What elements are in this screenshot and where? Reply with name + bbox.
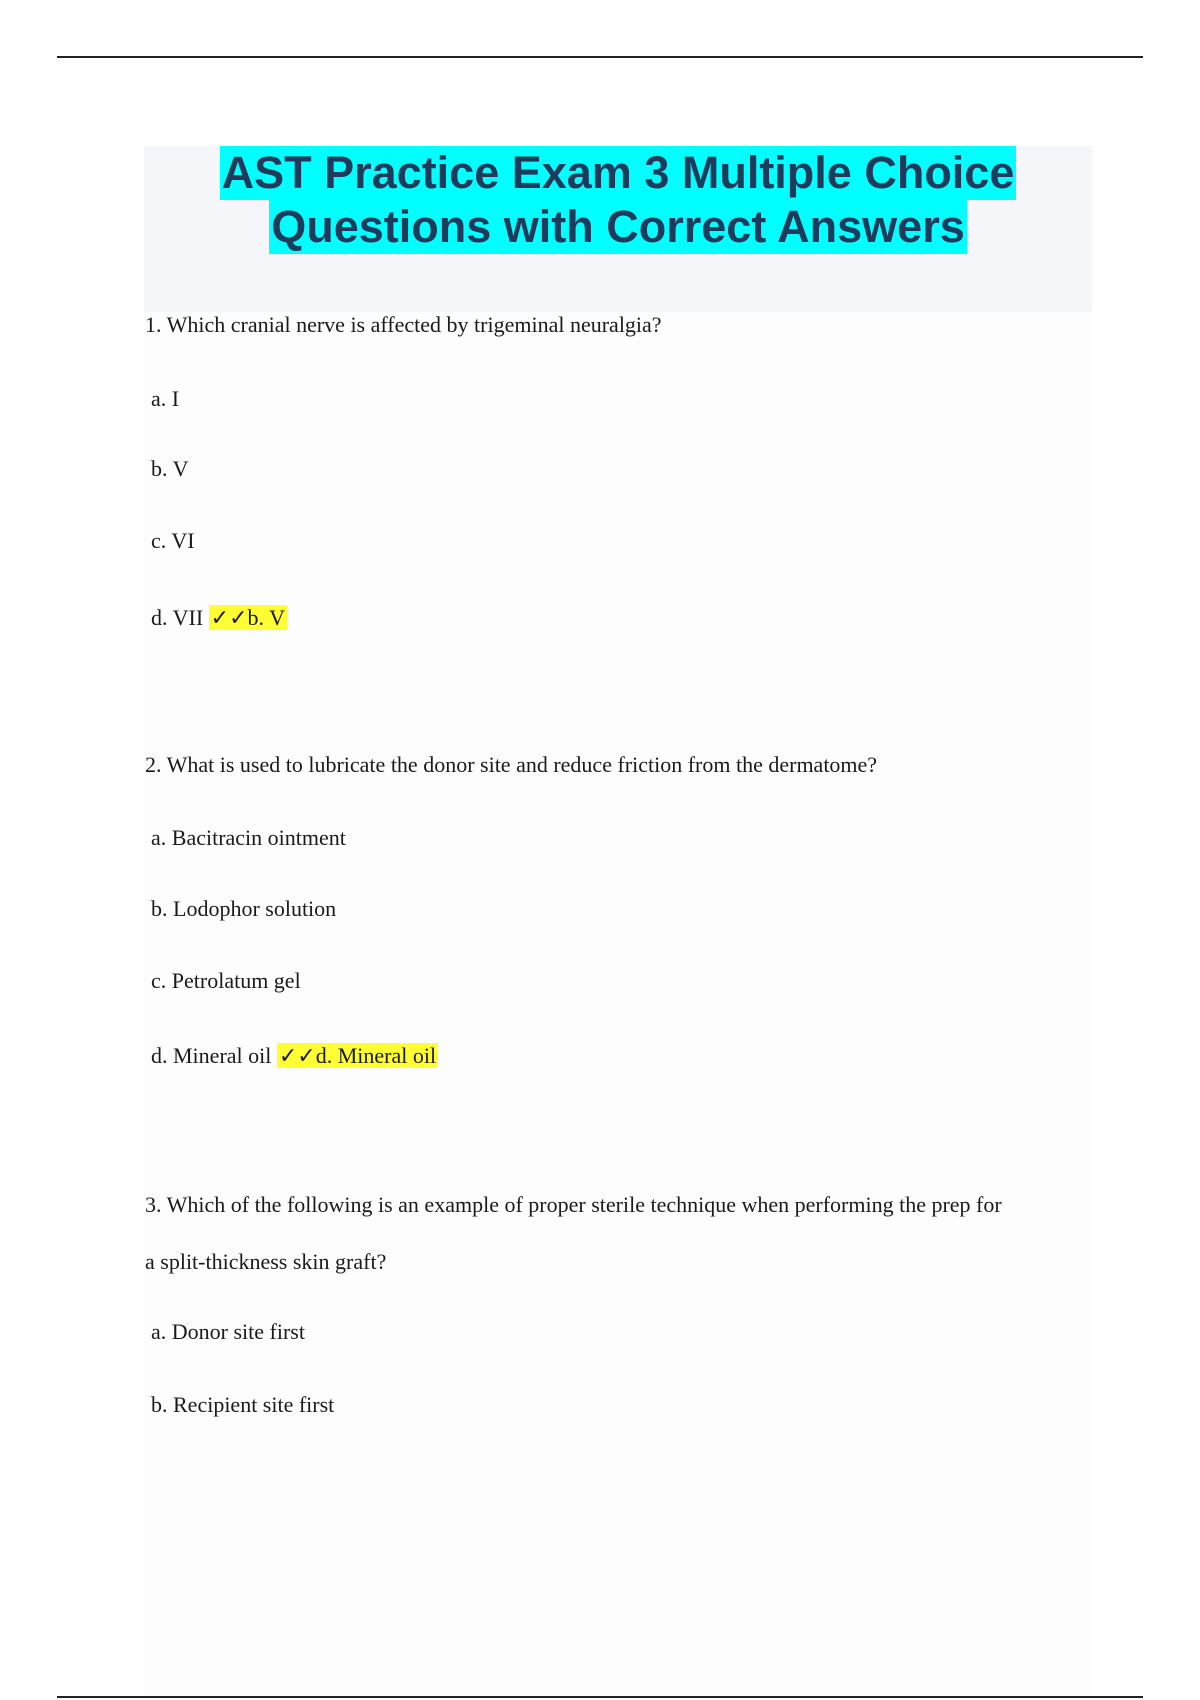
question-1-option-c: c. VI — [151, 528, 195, 553]
question-3-option-b: b. Recipient site first — [151, 1392, 335, 1417]
top-rule — [57, 56, 1143, 58]
title-block — [144, 146, 1092, 312]
question-1-correct-answer: ✓✓b. V — [210, 605, 286, 630]
question-2-option-a: a. Bacitracin ointment — [151, 825, 346, 850]
question-1-option-d: d. VII — [151, 605, 204, 630]
question-2-option-d: d. Mineral oil — [151, 1043, 272, 1068]
question-2-text: 2. What is used to lubricate the donor site and reduce friction from the dermatome? — [145, 752, 878, 777]
bottom-rule — [57, 1696, 1143, 1698]
question-1-option-d-row — [151, 605, 287, 631]
question-2-option-c: c. Petrolatum gel — [151, 968, 301, 993]
page-title-line-2: Questions with Correct Answers — [271, 201, 965, 252]
question-3-text-line-1: 3. Which of the following is an example of proper sterile technique when performing the prep for — [145, 1192, 1002, 1217]
question-1-option-a: a. I — [151, 386, 180, 411]
question-3-option-a: a. Donor site first — [151, 1319, 305, 1344]
question-1-text: 1. Which cranial nerve is affected by trigeminal neuralgia? — [145, 312, 662, 337]
question-2-option-b: b. Lodophor solution — [151, 896, 337, 921]
question-1-option-b: b. V — [151, 456, 189, 481]
question-2-option-d-row — [151, 1043, 438, 1069]
page-title-line-1: AST Practice Exam 3 Multiple Choice — [221, 147, 1015, 198]
question-2-correct-answer: ✓✓d. Mineral oil — [278, 1043, 437, 1068]
content-area — [144, 312, 1092, 1696]
question-3-text-line-2: a split-thickness skin graft? — [145, 1249, 387, 1274]
